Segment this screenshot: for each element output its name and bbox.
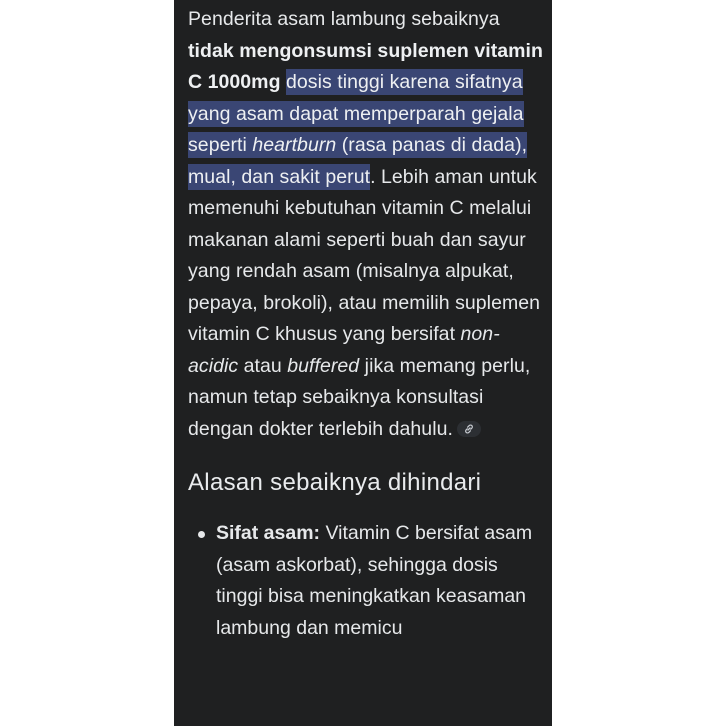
highlight-italic-term: heartburn [252,134,337,156]
reasons-list [188,518,544,644]
italic-term-nonacidic: non-acidic [188,323,500,377]
bold-recommendation: tidak mengonsumsi suplemen vitamin C 1000mg [188,39,543,93]
connector-text: atau [238,354,288,377]
closing-text: jika memang perlu, namun tetap sebaiknya konsultasi dengan dokter terlebih dahulu. [188,354,531,440]
intro-text: Penderita asam lambung sebaiknya [188,8,500,30]
italic-term-buffered: buffered [287,354,360,377]
highlight-text-1: dosis tinggi karena sifatnya yang asam dapat memperparah gejala seperti [188,71,524,156]
bullet-icon [198,531,205,538]
answer-paragraph [188,4,544,445]
advice-text: . Lebih aman untuk memenuhi kebutuhan vitamin C melalui makanan alami seperti buah dan sayur yang rendah asam (misalnya alpukat, pepaya, brokoli), atau memilih suplemen vitamin C khusus yang bersifat [188,165,541,345]
list-item-label: Sifat asam: [216,522,321,544]
section-heading: Alasan sebaiknya dihindari [188,469,482,496]
list-item-text: Vitamin C bersifat asam (asam askorbat), sehingga dosis tinggi bisa meningkatkan keasaman lambung dan memicu [216,522,533,639]
source-link-chip[interactable] [457,421,481,437]
link-icon [463,423,475,435]
list-item [188,518,544,644]
chat-response-panel [174,0,552,726]
response-content [188,4,544,644]
highlight-text-2: (rasa panas di dada), mual, dan sakit perut [188,134,528,188]
